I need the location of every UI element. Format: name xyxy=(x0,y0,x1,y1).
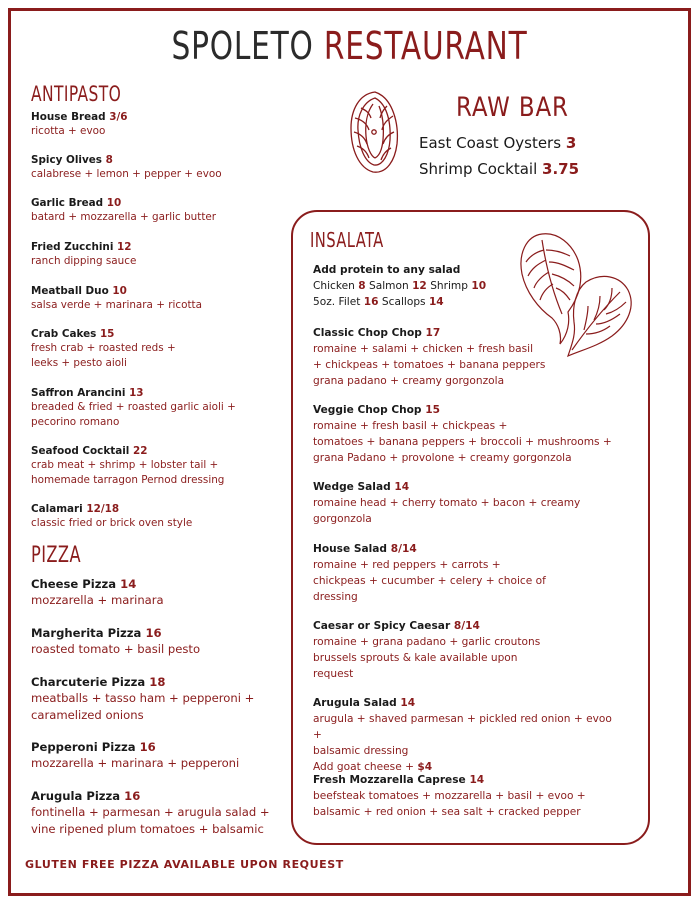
item-desc: leeks + pesto aioli xyxy=(31,357,127,369)
item-desc: crab meat + shrimp + lobster tail + xyxy=(31,459,219,471)
item-desc: mozzarella + marinara + pepperoni xyxy=(31,756,240,770)
item-price: 15 xyxy=(99,328,115,340)
item-desc: + chickpeas + tomatoes + banana peppers xyxy=(313,359,546,371)
item-name: Charcuterie Pizza xyxy=(31,675,146,689)
item-price: 8/14 xyxy=(390,543,417,555)
item-name: Caesar or Spicy Caesar xyxy=(313,620,451,632)
item-price: 12 xyxy=(117,241,132,253)
item-desc: grana padano + creamy gorgonzola xyxy=(313,375,505,387)
menu-item xyxy=(31,502,271,531)
item-desc: tomatoes + banana peppers + broccoli + mushrooms + xyxy=(313,436,612,448)
item-desc: romaine + fresh basil + chickpeas + xyxy=(313,420,508,432)
protein-line-1 xyxy=(313,278,613,294)
item-price: 14 xyxy=(469,774,485,786)
menu-item xyxy=(31,386,271,430)
item-name: Crab Cakes xyxy=(31,328,97,340)
item-desc: ricotta + evoo xyxy=(31,125,106,137)
item-desc: homemade tarragon Pernod dressing xyxy=(31,474,225,486)
item-name: Veggie Chop Chop xyxy=(313,404,422,416)
item-name: Saffron Arancini xyxy=(31,387,126,399)
item-desc: romaine head + cherry tomato + bacon + creamy xyxy=(313,497,581,509)
item-desc: meatballs + tasso ham + pepperoni + xyxy=(31,691,255,705)
item-name: Margherita Pizza xyxy=(31,626,142,640)
item-name: Spicy Olives xyxy=(31,154,102,166)
item-name: Classic Chop Chop xyxy=(313,327,422,339)
menu-item xyxy=(31,153,271,182)
menu-item xyxy=(31,196,271,225)
item-price: 16 xyxy=(145,626,162,640)
item-price: 14 xyxy=(394,481,410,493)
item-desc: chickpeas + cucumber + celery + choice of xyxy=(313,575,546,587)
item-desc: romaine + red peppers + carrots + xyxy=(313,559,501,571)
insalata-heading: INSALATA xyxy=(310,228,384,252)
protein-price: 14 xyxy=(428,296,444,308)
gluten-free-note: GLUTEN FREE PIZZA AVAILABLE UPON REQUEST xyxy=(25,858,344,871)
page-title xyxy=(77,22,622,70)
title-part-2: RESTAURANT xyxy=(323,24,528,68)
item-name: Calamari xyxy=(31,503,83,515)
item-desc: classic fried or brick oven style xyxy=(31,517,193,529)
menu-item xyxy=(31,240,271,269)
item-price: 15 xyxy=(425,404,440,416)
protein-name: 5oz. Filet xyxy=(313,296,361,308)
item-desc: balsamic + red onion + sea salt + cracked pepper xyxy=(313,806,581,818)
item-desc: request xyxy=(313,668,354,680)
item-name: Cheese Pizza xyxy=(31,577,117,591)
raw-bar-heading: RAW BAR xyxy=(456,92,569,123)
item-desc: vine ripened plum tomatoes + balsamic xyxy=(31,822,264,836)
item-name: House Salad xyxy=(313,543,388,555)
item-name: Fresh Mozzarella Caprese xyxy=(313,774,466,786)
menu-item xyxy=(31,444,271,488)
item-desc: brussels sprouts & kale available upon xyxy=(313,652,518,664)
protein-price: 8 xyxy=(358,280,366,292)
protein-name: Chicken xyxy=(313,280,355,292)
item-desc: batard + mozzarella + garlic butter xyxy=(31,211,217,223)
item-desc: breaded & fried + roasted garlic aioli + xyxy=(31,401,236,413)
oyster-icon xyxy=(345,88,405,176)
protein-name: Scallops xyxy=(381,296,426,308)
item-desc: ranch dipping sauce xyxy=(31,255,137,267)
item-desc: mozzarella + marinara xyxy=(31,593,164,607)
antipasto-heading: ANTIPASTO xyxy=(31,82,122,106)
menu-item xyxy=(31,674,281,724)
item-desc: balsamic dressing xyxy=(313,745,409,757)
menu-item xyxy=(313,403,613,466)
protein-name: Salmon xyxy=(369,280,409,292)
menu-item xyxy=(31,788,281,838)
menu-item xyxy=(31,327,271,371)
item-price: 13 xyxy=(129,387,144,399)
item-price: 8 xyxy=(105,154,113,166)
menu-item xyxy=(31,576,281,609)
item-price: 17 xyxy=(425,327,441,339)
item-desc: romaine + salami + chicken + fresh basil xyxy=(313,343,534,355)
item-desc: arugula + shaved parmesan + pickled red onion + evoo + xyxy=(313,713,612,741)
protein-name: Shrimp xyxy=(430,280,468,292)
raw-bar-item xyxy=(419,133,576,153)
item-name: Arugula Salad xyxy=(313,697,397,709)
menu-item xyxy=(31,284,271,313)
protein-price: 16 xyxy=(363,296,379,308)
menu-item xyxy=(313,542,613,605)
menu-item xyxy=(313,773,613,820)
menu-item xyxy=(31,625,281,658)
item-desc: calabrese + lemon + pepper + evoo xyxy=(31,168,222,180)
item-price: 16 xyxy=(139,740,156,754)
protein-addon xyxy=(313,263,613,310)
title-part-1: SPOLETO xyxy=(171,24,314,68)
item-desc: romaine + grana padano + garlic croutons xyxy=(313,636,541,648)
item-price: 22 xyxy=(132,445,148,457)
item-name: Wedge Salad xyxy=(313,481,391,493)
protein-price: 10 xyxy=(471,280,487,292)
menu-item xyxy=(313,619,613,682)
item-desc: fresh crab + roasted reds + xyxy=(31,342,176,354)
item-name: House Bread xyxy=(31,111,106,123)
item-desc: salsa verde + marinara + ricotta xyxy=(31,299,202,311)
item-price: 3 xyxy=(565,134,577,152)
item-name: Arugula Pizza xyxy=(31,789,121,803)
item-name: Garlic Bread xyxy=(31,197,104,209)
item-price: 12/18 xyxy=(86,503,120,515)
item-desc: gorgonzola xyxy=(313,513,372,525)
menu-item xyxy=(313,480,613,527)
raw-bar-item xyxy=(419,159,579,179)
protein-line-2 xyxy=(313,294,613,310)
item-desc: pecorino romano xyxy=(31,416,120,428)
item-price: 10 xyxy=(106,197,122,209)
item-name: Meatball Duo xyxy=(31,285,109,297)
item-desc: beefsteak tomatoes + mozzarella + basil + evoo + xyxy=(313,790,586,802)
item-desc: dressing xyxy=(313,591,358,603)
pizza-heading: PIZZA xyxy=(31,543,81,568)
item-price: 3.75 xyxy=(542,160,580,178)
item-name: East Coast Oysters xyxy=(419,134,562,152)
item-desc: roasted tomato + basil pesto xyxy=(31,642,201,656)
item-price: 10 xyxy=(112,285,127,297)
item-desc: grana Padano + provolone + creamy gorgonzola xyxy=(313,452,572,464)
protein-price: 12 xyxy=(412,280,427,292)
item-name: Seafood Cocktail xyxy=(31,445,130,457)
menu-item xyxy=(31,110,271,139)
protein-title: Add protein to any salad xyxy=(313,264,461,276)
item-name: Pepperoni Pizza xyxy=(31,740,136,754)
item-price: 8/14 xyxy=(453,620,480,632)
menu-item xyxy=(31,739,281,772)
item-name: Shrimp Cocktail xyxy=(419,160,538,178)
menu-item xyxy=(313,696,613,775)
item-price: 14 xyxy=(400,697,416,709)
note-price: $4 xyxy=(417,761,433,773)
item-name: Fried Zucchini xyxy=(31,241,114,253)
item-desc: caramelized onions xyxy=(31,708,144,722)
item-desc: fontinella + parmesan + arugula salad + xyxy=(31,805,270,819)
item-price: 16 xyxy=(124,789,141,803)
item-price: 3/6 xyxy=(109,111,128,123)
menu-item xyxy=(313,326,613,389)
item-price: 18 xyxy=(149,675,166,689)
item-price: 14 xyxy=(120,577,137,591)
note-text: Add goat cheese + xyxy=(313,761,414,773)
